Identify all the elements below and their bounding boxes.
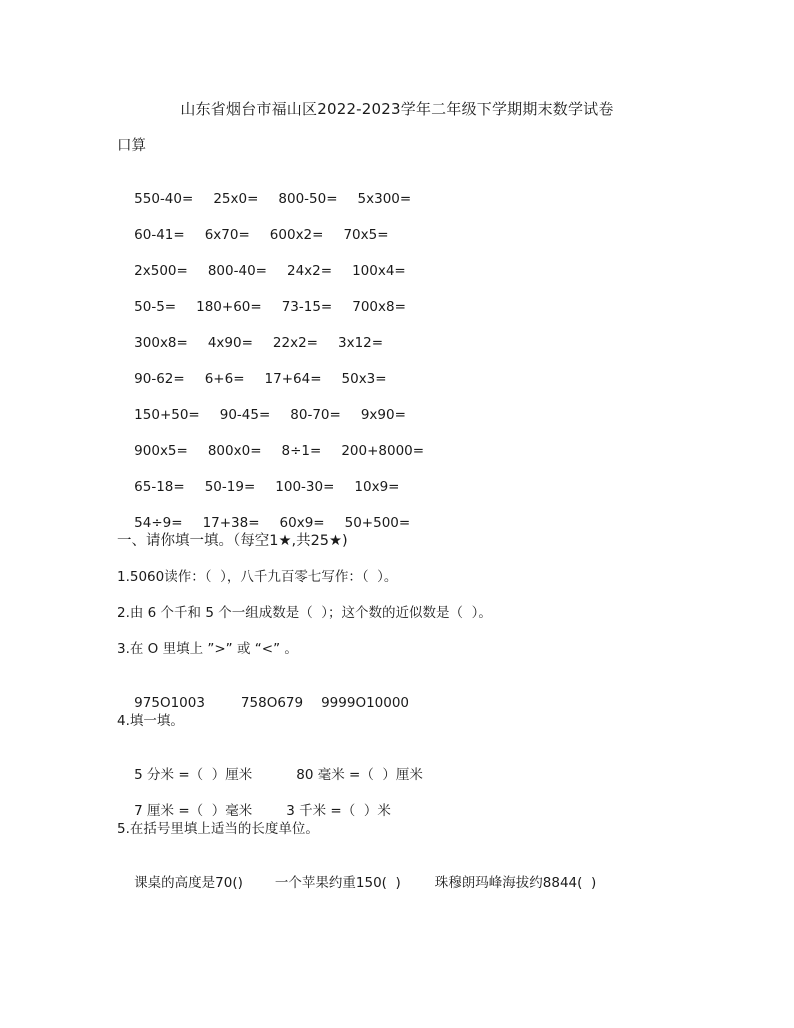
oral-item: 4x90= <box>207 335 253 351</box>
oral-item: 70x5= <box>343 227 389 243</box>
oral-item: 200+8000= <box>341 443 425 459</box>
oral-item: 800-50= <box>278 191 338 207</box>
oral-item: 65-18= <box>134 479 185 495</box>
oral-item: 50-5= <box>134 299 177 315</box>
page-title: 山东省烟台市福山区2022-2023学年二年级下学期期末数学试卷 <box>180 100 614 118</box>
oral-item: 3x12= <box>338 335 384 351</box>
conversion-item: 80 毫米 =（ ）厘米 <box>296 767 423 783</box>
oral-item: 50+500= <box>344 515 411 531</box>
oral-item: 2x500= <box>134 263 188 279</box>
oral-item: 50-19= <box>204 479 256 495</box>
oral-item: 10x9= <box>354 479 400 495</box>
question-2: 2.由 6 个千和 5 个一组成数是（ ）；这个数的近似数是（ ）。 <box>117 605 492 621</box>
question-5-items <box>117 856 596 910</box>
section-1-heading: 一、请你填一填。（每空1★,共25★) <box>117 533 348 549</box>
oral-item: 150+50= <box>134 407 200 423</box>
oral-item: 17+38= <box>202 515 260 531</box>
oral-item: 900x5= <box>134 443 188 459</box>
oral-item: 60-41= <box>134 227 185 243</box>
oral-item: 24x2= <box>286 263 333 279</box>
section-oral-heading: 口算 <box>117 138 146 154</box>
compare-item: 975O1003 <box>134 695 205 711</box>
conversion-item: 7 厘米 =（ ）毫米 <box>134 803 253 819</box>
unit-item: 课桌的高度是70() <box>134 875 243 891</box>
oral-item: 6x70= <box>204 227 250 243</box>
question-5: 5.在括号里填上适当的长度单位。 <box>117 821 319 837</box>
oral-item: 800-40= <box>207 263 267 279</box>
oral-item: 5x300= <box>357 191 412 207</box>
oral-item: 600x2= <box>269 227 324 243</box>
oral-item: 17+64= <box>264 371 322 387</box>
oral-item: 180+60= <box>196 299 262 315</box>
question-1: 1.5060读作：（ ），八千九百零七写作：（ ）。 <box>117 569 398 585</box>
oral-item: 25x0= <box>213 191 259 207</box>
conversion-item: 5 分米 =（ ）厘米 <box>134 767 253 783</box>
oral-item: 73-15= <box>281 299 333 315</box>
oral-item: 90-45= <box>219 407 271 423</box>
oral-item: 700x8= <box>352 299 406 315</box>
oral-item: 100x4= <box>352 263 406 279</box>
oral-item: 550-40= <box>134 191 194 207</box>
question-4: 4.填一填。 <box>117 713 184 729</box>
oral-item: 100-30= <box>275 479 335 495</box>
oral-item: 9x90= <box>360 407 406 423</box>
oral-item: 8÷1= <box>281 443 322 459</box>
oral-item: 80-70= <box>290 407 341 423</box>
unit-item: 一个苹果约重150( ) <box>274 875 401 891</box>
oral-item: 22x2= <box>272 335 318 351</box>
oral-item: 6+6= <box>204 371 245 387</box>
question-3: 3.在 O 里填上 ”>” 或 “<” 。 <box>117 641 298 657</box>
oral-item: 300x8= <box>134 335 188 351</box>
compare-item: 9999O10000 <box>321 695 410 711</box>
oral-item: 90-62= <box>134 371 185 387</box>
compare-item: 758O679 <box>240 695 304 711</box>
oral-item: 54÷9= <box>134 515 183 531</box>
oral-item: 60x9= <box>279 515 325 531</box>
oral-item: 800x0= <box>207 443 262 459</box>
unit-item: 珠穆朗玛峰海拔约8844( ) <box>434 875 597 891</box>
oral-item: 50x3= <box>341 371 387 387</box>
conversion-item: 3 千米 =（ ）米 <box>286 803 391 819</box>
